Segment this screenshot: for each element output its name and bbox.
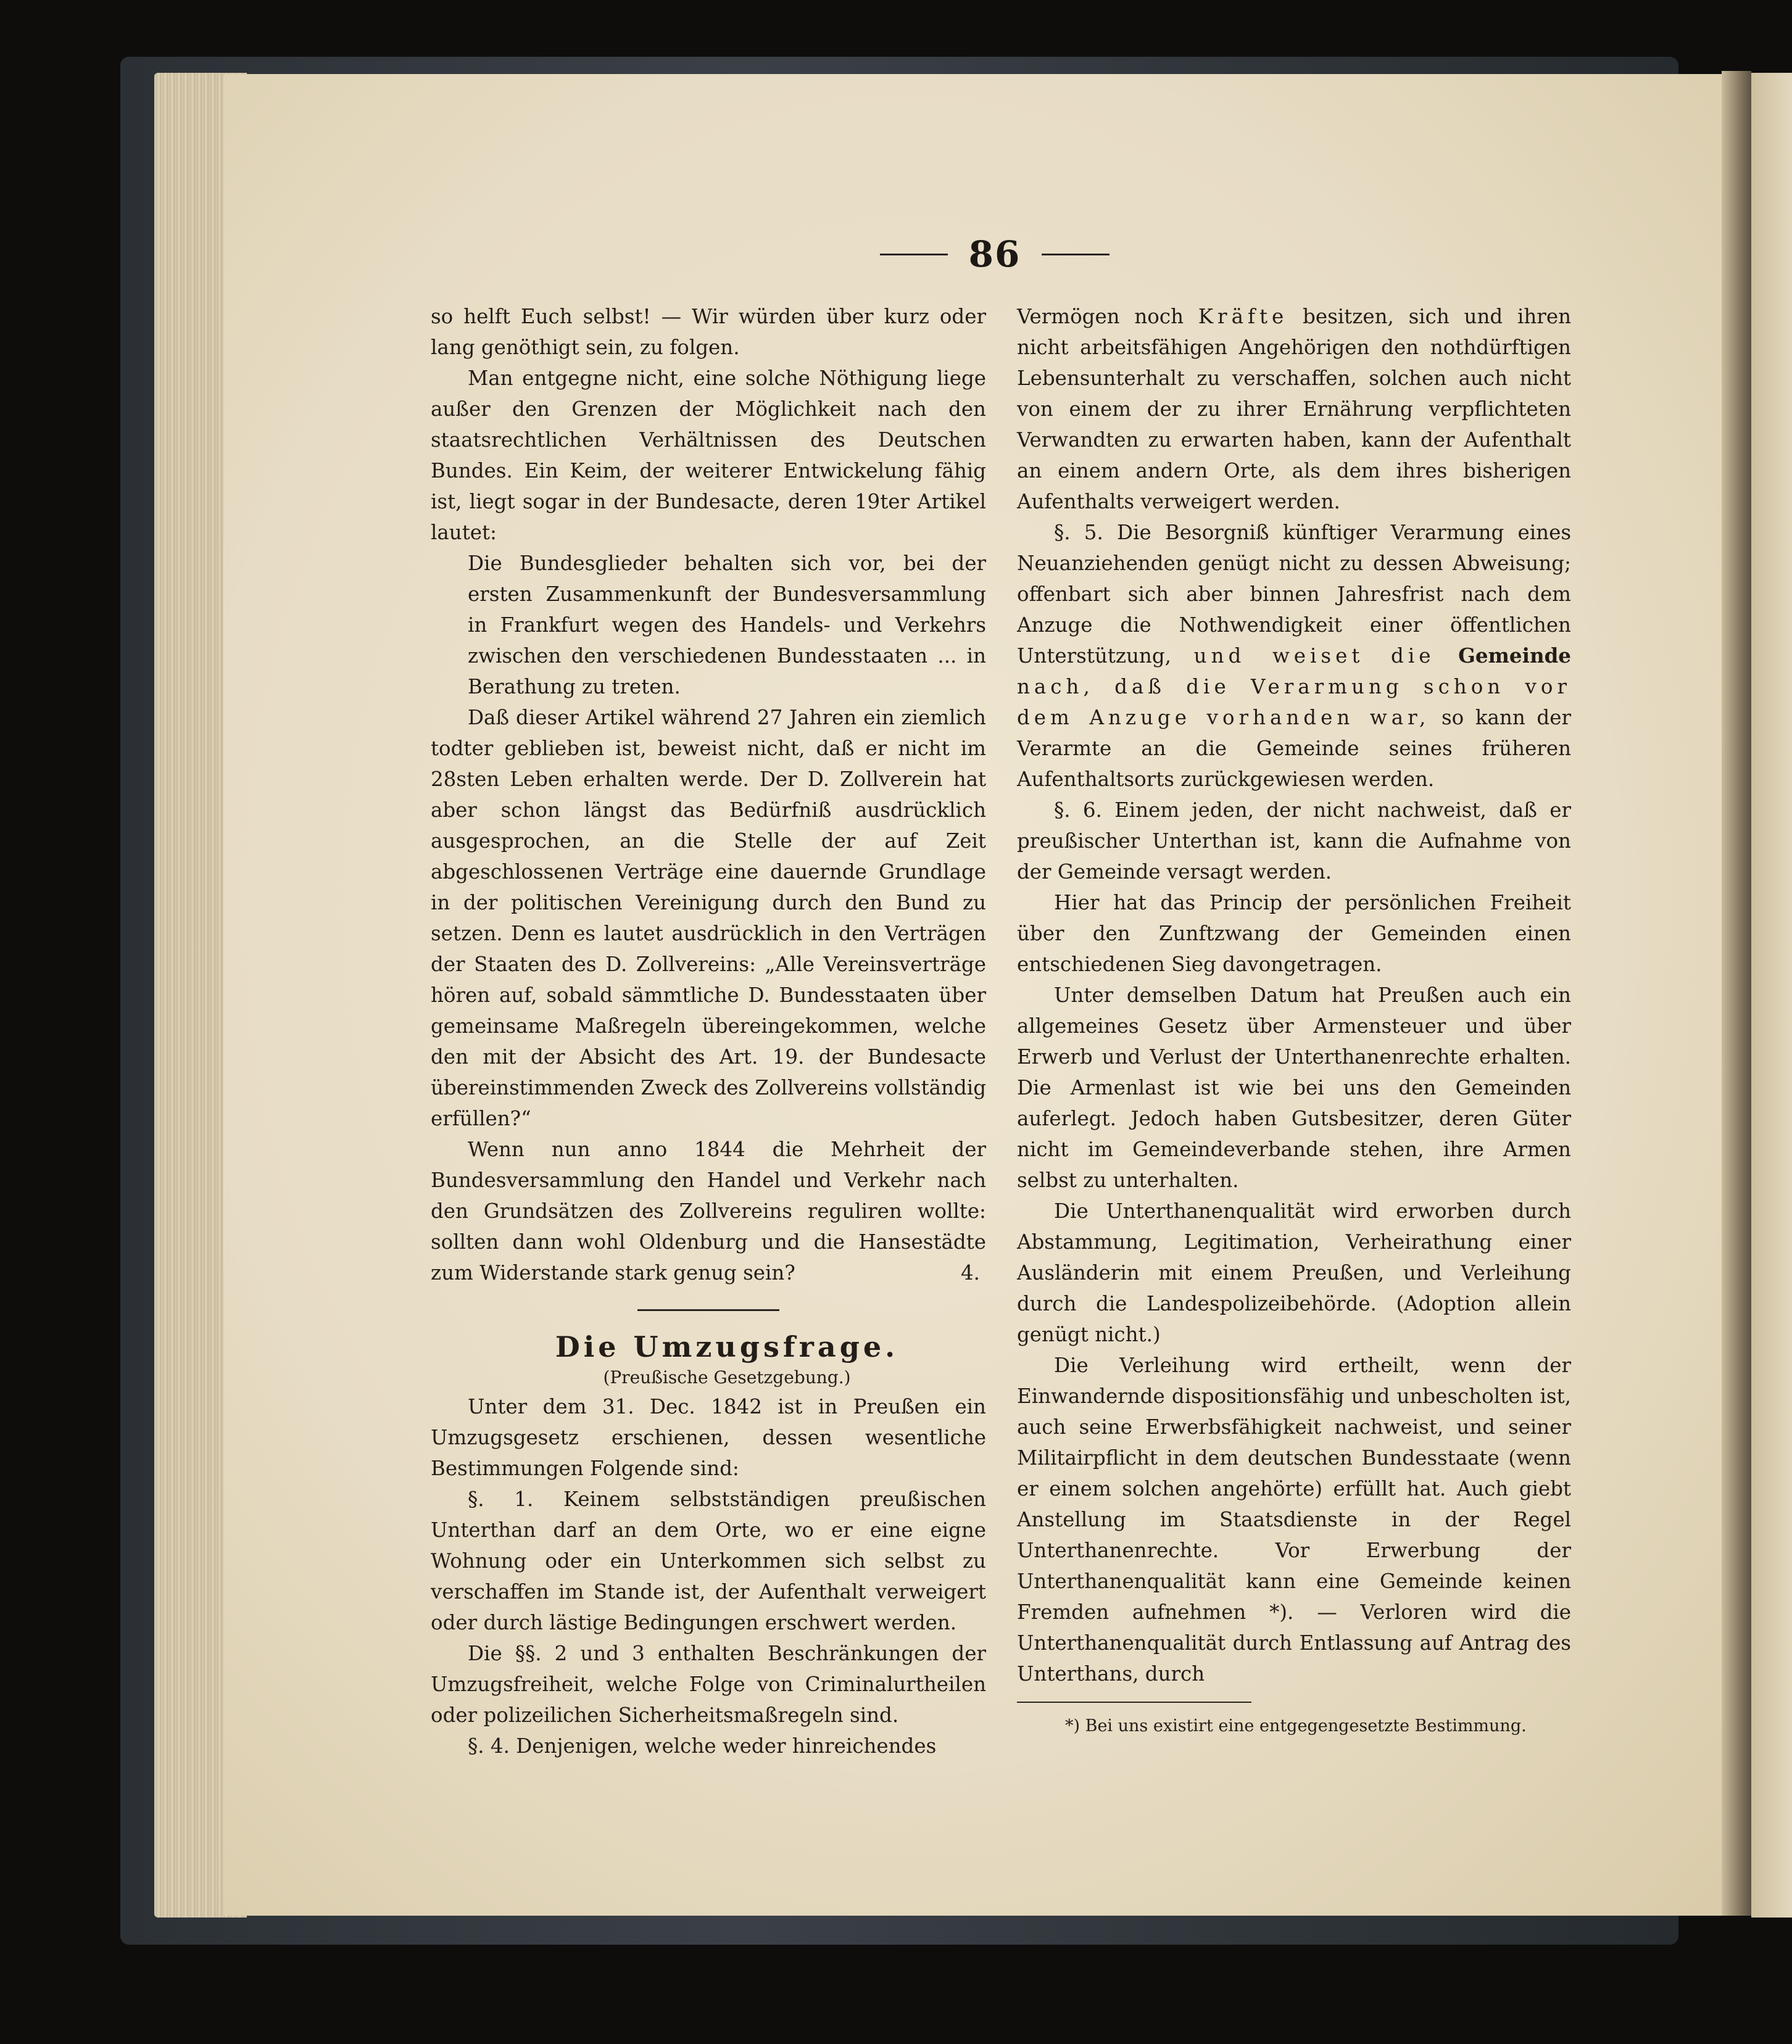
footnote: *) Bei uns existirt eine entgegengesetzte Bestimmung. (1065, 1716, 1527, 1736)
quoted-article: Die Bundesglieder behalten sich vor, bei der ersten Zusammenkunft der Bundesversammlung in Frankfurt wegen des Handels- und Verkehrs zwischen den verschiedenen Bundesstaaten ... in Berathung zu treten. (468, 552, 986, 698)
text-run: §. 5. Die Besorgniß künftiger Verarmung eines Neuanziehenden genügt nicht zu dessen Abweisung; offenbart sich aber binnen Jahresfrist nach dem Anzuge die Nothwendigkeit einer öffentlichen Unterstützung, (1017, 521, 1571, 668)
facing-page-edge (1751, 73, 1792, 1918)
paragraph: Daß dieser Artikel während 27 Jahren ein ziemlich todter geblieben ist, beweist nicht, daß er nicht im 28sten Leben erhalten werde. Der D. Zollverein hat aber schon längst das Bedürfniß ausdrücklich ausgesprochen, an die Stelle der auf Zeit abgeschlossenen Verträge eine dauernde Grundlage in der politischen Vereinigung durch den Bund zu setzen. Denn es lautet ausdrücklich in den Verträgen der Staaten des D. Zollvereins: „Alle Vereinsverträge hören auf, sobald sämmtliche D. Bundesstaaten über gemeinsame Maßregeln übereingekommen, welche den mit der Absicht des Art. 19. der Bundesacte übereinstimmenden Zweck des Zollvereins vollständig erfüllen?“ (431, 706, 986, 1130)
header-rule-left (880, 254, 948, 255)
section-title: Die Umzugsfrage. (555, 1330, 899, 1363)
text-run: Vermögen noch (1017, 305, 1198, 328)
text-run: besitzen, sich und ihren nicht arbeitsfähigen Angehörigen den nothdürftigen Lebensunterhalt zu verschaffen, solchen auch nicht von einem der zu ihrer Ernährung verpflichteten Verwandten zu erwarten haben, kann der Aufenthalt an einem andern Orte, als dem ihres bisherigen Aufenthalts verweigert werden. (1017, 305, 1572, 513)
paragraph: §. 4. Denjenigen, welche weder hinreichendes (468, 1734, 937, 1758)
paragraph: Die Unterthanenqualität wird erworben durch Abstammung, Legitimation, Verheirathung einer Ausländerin mit einem Preußen, und Verleihung durch die Landespolizeibehörde. (Adoption allein genügt nicht.) (1017, 1199, 1571, 1346)
paragraph (1017, 301, 1571, 517)
text-run: so kann der Verarmte an die Gemeinde seines früheren Aufenthaltsorts zurückgewiesen werden. (1017, 706, 1571, 791)
header-rule-right (1042, 254, 1110, 255)
section-subtitle: (Preußische Gesetzgebung.) (603, 1367, 851, 1388)
section-divider (637, 1309, 779, 1311)
spaced-emphasis: und weiset die (1193, 644, 1435, 668)
paragraph: Die §§. 2 und 3 enthalten Beschränkungen der Umzugsfreiheit, welche Folge von Criminalurtheilen oder polizeilichen Sicherheitsmaßregeln sind. (431, 1642, 986, 1727)
paragraph (1017, 517, 1571, 795)
spaced-emphasis: nach, daß die Verarmung schon vor dem Anzuge vorhanden war, (1017, 675, 1571, 729)
spaced-emphasis: Kräfte (1198, 305, 1288, 328)
page-header (847, 233, 1143, 275)
left-column (431, 301, 986, 1761)
paragraph: Hier hat das Princip der persönlichen Freiheit über den Zunftzwang der Gemeinden einen entschiedenen Sieg davongetragen. (1017, 891, 1571, 976)
right-column (1017, 301, 1571, 1739)
paragraph: Man entgegne nicht, eine solche Nöthigung liege außer den Grenzen der Möglichkeit nach den staatsrechtlichen Verhältnissen des Deutschen Bundes. Ein Keim, der weiterer Entwickelung fähig ist, liegt sogar in der Bundesacte, deren 19ter Artikel lautet: (431, 366, 986, 544)
paragraph: §. 1. Keinem selbstständigen preußischen Unterthan darf an dem Orte, wo er eine eigne Wohnung oder ein Unterkommen sich selbst zu verschaffen im Stande ist, der Aufenthalt verweigert oder durch lästige Bedingungen erschwert werden. (431, 1487, 986, 1634)
paragraph-text: Wenn nun anno 1844 die Mehrheit der Bundesversammlung den Handel und Verkehr nach den Grundsätzen des Zollvereins reguliren wollte: sollten dann wohl Oldenburg und die Hansestädte zum Widerstande stark genug sein? (431, 1138, 986, 1285)
author-signature: 4. (960, 1261, 980, 1285)
paragraph: Unter dem 31. Dec. 1842 ist in Preußen ein Umzugsgesetz erschienen, dessen wesentliche Bestimmungen Folgende sind: (431, 1395, 986, 1480)
footnote-rule (1017, 1702, 1251, 1703)
bold-emphasis: Gemeinde (1435, 643, 1571, 668)
book-gutter (1722, 71, 1751, 1916)
paragraph: so helft Euch selbst! — Wir würden über kurz oder lang genöthigt sein, zu folgen. (431, 305, 986, 359)
paragraph (431, 1134, 986, 1288)
paragraph: Unter demselben Datum hat Preußen auch ein allgemeines Gesetz über Armensteuer und über Erwerb und Verlust der Unterthanenrechte erhalten. Die Armenlast ist wie bei uns den Gemeinden auferlegt. Jedoch haben Gutsbesitzer, deren Güter nicht im Gemeindeverbande stehen, ihre Armen selbst zu unterhalten. (1017, 983, 1571, 1192)
paragraph: Die Verleihung wird ertheilt, wenn der Einwandernde dispositionsfähig und unbescholten ist, auch seine Erwerbsfähigkeit nachweist, und seiner Militairpflicht in dem deutschen Bundesstaate (wenn er einem solchen angehörte) erfüllt hat. Auch giebt Anstellung im Staatsdienste in der Regel Unterthanenrechte. Vor Erwerbung der Unterthanenqualität kann eine Gemeinde keinen Fremden aufnehmen *). — Verloren wird die Unterthanenqualität durch Entlassung auf Antrag des Unterthans, durch (1017, 1354, 1571, 1686)
paragraph: §. 6. Einem jeden, der nicht nachweist, daß er preußischer Unterthan ist, kann die Aufnahme von der Gemeinde versagt werden. (1017, 798, 1571, 883)
page-number: 86 (968, 233, 1021, 275)
